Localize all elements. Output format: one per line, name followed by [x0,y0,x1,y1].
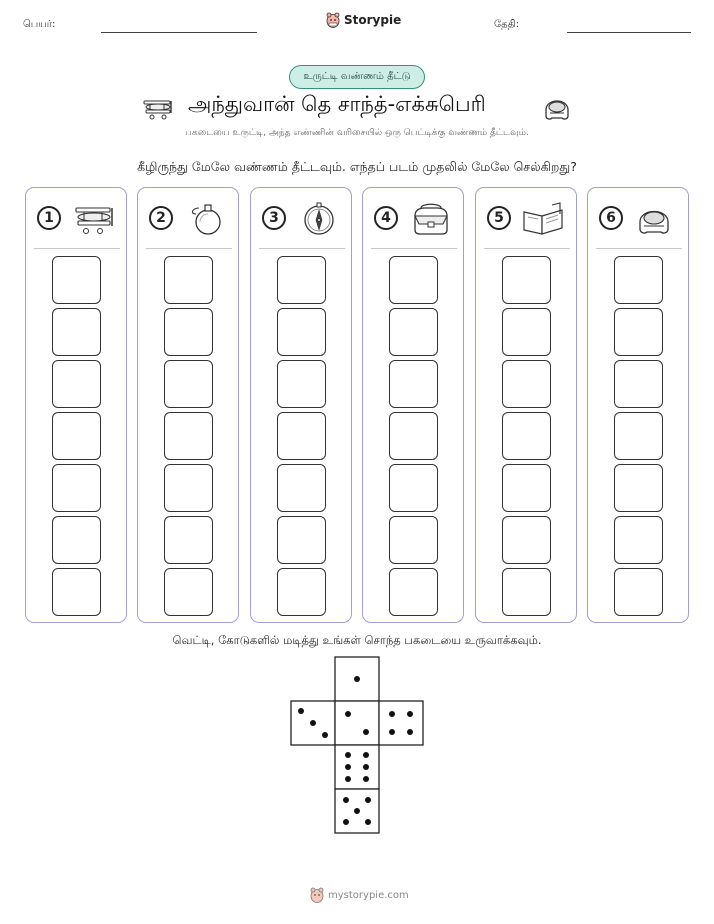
color-box[interactable] [52,568,101,616]
color-box[interactable] [614,308,663,356]
color-box[interactable] [502,308,551,356]
color-box[interactable] [277,256,326,304]
footer-url: mystorypie.com [328,889,409,901]
column-5 [475,187,577,623]
biplane-icon [140,95,176,121]
color-box[interactable] [502,464,551,512]
column-6 [587,187,689,623]
column-number: 3 [262,206,286,230]
column-divider [596,248,682,249]
color-box[interactable] [52,516,101,564]
question-text: கீழிருந்து மேலே வண்ணம் தீட்டவும். எந்தப் படம் முதலில் மேலே செல்கிறது? [137,159,577,174]
color-box[interactable] [389,256,438,304]
column-number: 6 [599,206,623,230]
color-box[interactable] [277,412,326,460]
column-3 [250,187,352,623]
color-box[interactable] [52,256,101,304]
compass-icon [295,202,341,236]
color-box[interactable] [277,308,326,356]
color-box[interactable] [164,412,213,460]
name-label: பெயர்: [23,19,56,30]
activity-pill: உருட்டி வண்ணம் தீட்டு [289,65,425,89]
die-net [290,656,424,836]
column-header [146,202,232,238]
die-face-lower [335,745,379,789]
storypie-mascot-icon [310,887,324,903]
book-icon [520,202,566,236]
color-box[interactable] [614,256,663,304]
color-box[interactable] [277,464,326,512]
column-divider [484,248,570,249]
column-header [596,202,682,238]
column-divider [259,248,345,249]
color-box[interactable] [614,360,663,408]
page-title: அந்துவான் தெ சாந்த்-எக்சுபெரி [188,92,486,116]
color-box[interactable] [52,412,101,460]
brand-name: Storypie [344,13,402,27]
column-number: 4 [374,206,398,230]
column-divider [34,248,120,249]
column-4 [362,187,464,623]
color-box[interactable] [614,412,663,460]
color-box[interactable] [502,412,551,460]
color-box[interactable] [614,464,663,512]
column-1 [25,187,127,623]
column-header [259,202,345,238]
pilot-helmet-icon [542,92,572,122]
column-number: 5 [487,206,511,230]
color-box[interactable] [389,308,438,356]
column-divider [371,248,457,249]
column-header [371,202,457,238]
footer [310,887,409,903]
die-face-right [379,701,423,745]
color-box[interactable] [389,568,438,616]
color-box[interactable] [614,568,663,616]
color-box[interactable] [164,360,213,408]
column-header [484,202,570,238]
color-box[interactable] [502,256,551,304]
pilot-helmet-icon [632,202,678,236]
column-number: 2 [149,206,173,230]
biplane-icon [70,202,116,236]
color-box[interactable] [389,412,438,460]
color-box[interactable] [502,568,551,616]
color-box[interactable] [614,516,663,564]
color-box[interactable] [277,360,326,408]
color-box[interactable] [52,360,101,408]
instructions: பகடையை உருட்டி, அந்த எண்ணின் வரிசையில் ஒரு பெட்டிக்கு வண்ணம் தீட்டவும். [185,128,529,138]
column-header [34,202,120,238]
date-label: தேதி: [494,19,520,30]
satchel-icon [407,202,453,236]
color-box[interactable] [164,568,213,616]
name-line[interactable] [101,32,257,33]
color-box[interactable] [277,568,326,616]
brand-logo [326,12,401,28]
column-number: 1 [37,206,61,230]
color-box[interactable] [52,308,101,356]
column-divider [146,248,232,249]
color-box[interactable] [164,256,213,304]
color-box[interactable] [502,360,551,408]
cut-instruction: வெட்டி, கோடுகளில் மடித்து உங்கள் சொந்த பகடையை உருவாக்கவும். [172,633,542,647]
canteen-icon [182,202,228,236]
color-box[interactable] [389,360,438,408]
color-box[interactable] [164,516,213,564]
color-box[interactable] [277,516,326,564]
die-face-center [335,701,379,745]
color-box[interactable] [389,464,438,512]
color-box[interactable] [502,516,551,564]
date-line[interactable] [567,32,691,33]
storypie-mascot-icon [326,12,340,28]
color-box[interactable] [52,464,101,512]
color-box[interactable] [389,516,438,564]
color-box[interactable] [164,308,213,356]
color-box[interactable] [164,464,213,512]
column-2 [137,187,239,623]
